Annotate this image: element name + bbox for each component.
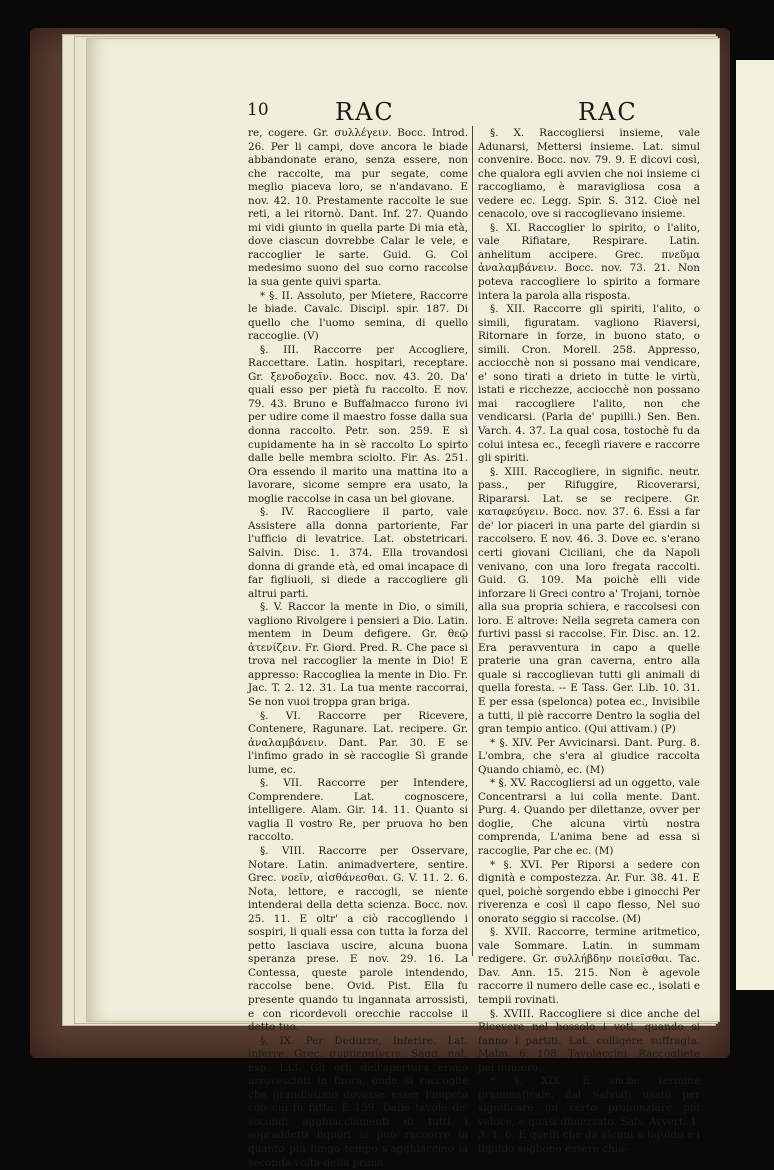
entry-paragraph: §. XIII. Raccogliere, in signific. neutr. pass., per Rifuggire, Ricoverarsi, Ripararsi. Lat. se se recipere. Gr. καταφεύγειν. Bocc. nov. 37. 6. Essi a far de' lor piaceri in una parte del giardin si raccolsero. E nov. 46. 3. Dove ec. s'erano certi giovani Ciciliani, che da Napoli venivano, con una loro fregata raccolti. Guid. G. 109. Ma poichè elli vide inforzare li Greci contro a' Trojani, tornòe alla sua propria schiera, e raccolsesi con loro. E altrove: Nella segreta camera con furtivi passi si raccolse. Fir. Disc. an. 12. Era peravventura in capo a quelle praterie una gran caverna, entro alla quale si raccoglievan tutti gli animali di quella foresta. -- E Tass. Ger. Lib. 10. 31. E per essa (spelonca) potea ec., Invisibile a tutti, il piè raccorre Dentro la soglia del gran tempio antico. (Qui attivam.) (P) bbox=[478, 465, 700, 736]
entry-paragraph: §. VIII. Raccorre per Osservare, Notare. Latin. animadvertere, sentire. Grec. νοεῖν, αἰσθάνεσθαι. G. V. 11. 2. 6. Nota, lettore, e raccogli, se niente intenderai della detta scienza. Bocc. nov. 25. 11. E oltr' a ciò raccogliendo i sospiri, li quali essa con tutta la forza del petto lasciava uscire, alcuna buona speranza prese. E nov. 29. 16. La Contessa, queste parole intendendo, raccolse bene. Ovid. Pist. Ella fu presente quando tu ingannata arrossisti, e con ricordevoli orecchie raccolse il detto tuo. bbox=[248, 844, 468, 1034]
entry-paragraph: §. XII. Raccorre gli spiriti, l'alito, o simili, figuratam. vagliono Riaversi, Ritornare in forze, in buono stato, o simili. Cron. Morell. 258. Appresso, acciocchè non si possano mai vendicare, e' sono tirati a drieto in tutte le virtù, istati e ricchezze, acciocchè non possano mai raccogliere l'alito, non che vendicarsi. (Parla de' pupilli.) Sen. Ben. Varch. 4. 37. La qual cosa, tostochè fu da colui intesa ec., feceglì riavere e raccorre gli spiriti. bbox=[478, 303, 700, 465]
entry-paragraph: * §. XVI. Per Riporsi a sedere con dignità e compostezza. Ar. Fur. 38. 41. E quel, poichè sorgendo ebbe i ginocchi Per riverenza e così il capo flesso, Nel suo onorato seggio si raccolse. (M) bbox=[478, 858, 700, 925]
entry-paragraph: §. V. Raccor la mente in Dio, o simili, vagliono Rivolgere i pensieri a Dio. Latin. mentem in Deum defigere. Gr. θεῷ ἀτενίζειν. Fr. Giord. Pred. R. Che pace si trova nel raccoglier la mente in Dio! E appresso: Raccogliea la mente in Dio. Fr. Jac. T. 2. 12. 31. La tua mente raccorrai, Se non vuoi troppa gran briga. bbox=[248, 601, 468, 708]
entry-paragraph: §. IV. Raccogliere il parto, vale Assistere alla donna partoriente, Far l'ufficio di levatrice. Lat. obstetricari. Salvin. Disc. 1. 374. Ella trovandosi donna di grande età, ed omai incapace di far figliuoli, si diede a raccogliere gli altrui parti. bbox=[248, 506, 468, 600]
facing-page-edge bbox=[736, 60, 774, 990]
column-divider bbox=[472, 126, 473, 956]
entry-paragraph: * §. II. Assoluto, per Mietere, Raccorre le biade. Cavalc. Discipl. spir. 187. Di quello che l'uomo semina, di quello raccoglie. (V) bbox=[248, 289, 468, 343]
entry-paragraph: * §. XV. Raccogliersi ad un oggetto, vale Concentrarsi a lui colla mente. Dant. Purg. 4. Quando per dilettanze, ovver per doglie, Che alcuna virtù nostra comprenda, L'anima bene ad essa si raccoglie, Par che ec. (M) bbox=[478, 777, 700, 857]
entry-paragraph: * §. XIV. Per Avvicinarsi. Dant. Purg. 8. L'ombra, che s'era al giudice raccolta Quando chiamò, ec. (M) bbox=[478, 736, 700, 776]
right-column bbox=[478, 127, 700, 1157]
entry-paragraph: * §. XIX. È anche termine grammaticale, dal Salviati usato per significare un certo pronunziare più veloce, e quasi dimezzato. Salv. Avvert. 1. 3. 1. 6. E quelli che da alcuni u liquido e i liquido sogliono essere chia- bbox=[478, 1075, 700, 1156]
entry-paragraph: §. X. Raccogliersi insieme, vale Adunarsi, Mettersi insieme. Lat. simul convenire. Bocc. nov. 79. 9. E dicovi così, che qualora egli avvien che noi insieme ci raccogliamo, è maravigliosa cosa a vedere ec. Legg. Spir. S. 312. Cioè nel cenacolo, ove si raccoglievano insieme. bbox=[478, 127, 700, 221]
running-header-left: RAC bbox=[335, 98, 395, 126]
entry-paragraph: §. VI. Raccorre per Ricevere, Contenere, Ragunare. Lat. recipere. Gr. ἀναλαμβάνειν. Dant. Par. 30. E se l'infimo grado in sè raccoglie Sì grande lume, ec. bbox=[248, 709, 468, 776]
running-header-right: RAC bbox=[578, 98, 638, 126]
entry-paragraph: §. IX. Per Dedurre, Inferire. Lat. inferre. Grec. συμπεραίνειν. Sagg. nat. esp. 133. Gli orli dell'apertura erano arrovesciati in fuora, onde si raccoglie che grandissimo dovesse esser l'impeto con cui fu fatta. E 159. Dalle tavole de' secondi agghiacciamenti di tutti i sopraddetti liquori si può raccorre in quanto più lungo tempo s'agghiaccino la seconda volta della prima. bbox=[248, 1034, 468, 1169]
left-column bbox=[248, 127, 468, 1170]
entry-paragraph: §. III. Raccorre per Accogliere, Raccettare. Latin. hospitari, receptare. Gr. ξενοδοχεῖν. Bocc. nov. 43. 20. Da' quali esso per pietà fu raccolto. E nov. 79. 43. Bruno e Buffalmacco furono ivi per udire come il maestro fosse dalla sua donna raccolto. Petr. son. 259. E sì cupidamente ha in sè raccolto Lo spirto dalle belle membra sciolto. Fir. As. 251. Ora essendo il marito una mattina ito a lavorare, sicome sempre era usato, la moglie raccolse in casa un bel giovane. bbox=[248, 343, 468, 505]
entry-paragraph: re, cogere. Gr. συλλέγειν. Bocc. Introd. 26. Per li campi, dove ancora le biade abbandonate erano, senza essere, non che raccolte, ma pur segate, come meglio piaceva loro, se n'andavano. E nov. 42. 10. Prestamente raccolte le sue reti, a lei ritornò. Dant. Inf. 27. Quando mi vidi giunto in quella parte Di mia età, dove ciascun dovrebbe Calar le vele, e raccoglier le sarte. Guid. G. Col medesimo suono del suo corno raccolse la sua gente quivi sparta. bbox=[248, 127, 468, 289]
entry-paragraph: §. VII. Raccorre per Intendere, Comprendere. Lat. cognoscere, intelligere. Alam. Gir. 14. 11. Quanto si vaglia Il vostro Re, per pruova ho ben raccolto. bbox=[248, 777, 468, 844]
entry-paragraph: §. XVII. Raccorre, termine aritmetico, vale Sommare. Latin. in summam redigere. Gr. συλλήβδην ποιεῖσθαι. Tac. Dav. Ann. 15. 215. Non è agevole raccorre il numero delle case ec., isolati e tempii rovinati. bbox=[478, 926, 700, 1006]
page-number: 10 bbox=[247, 100, 269, 120]
entry-paragraph: §. XVIII. Raccogliere si dice anche del Ricevere nel bossolo i voti, quando si fanno i partiti. Lat. colligere suffragia. Malm. 6. 108. Tavolaccini, Raccogliete pel numero. bbox=[478, 1007, 700, 1074]
entry-paragraph: §. XI. Raccoglier lo spirito, o l'alito, vale Rifiatare, Respirare. Latin. anhelitum accipere. Grec. πνεῦμα ἀναλαμβάνειν. Bocc. nov. 73. 21. Non poteva raccogliere lo spirito a formare intera la parola alla risposta. bbox=[478, 221, 700, 302]
